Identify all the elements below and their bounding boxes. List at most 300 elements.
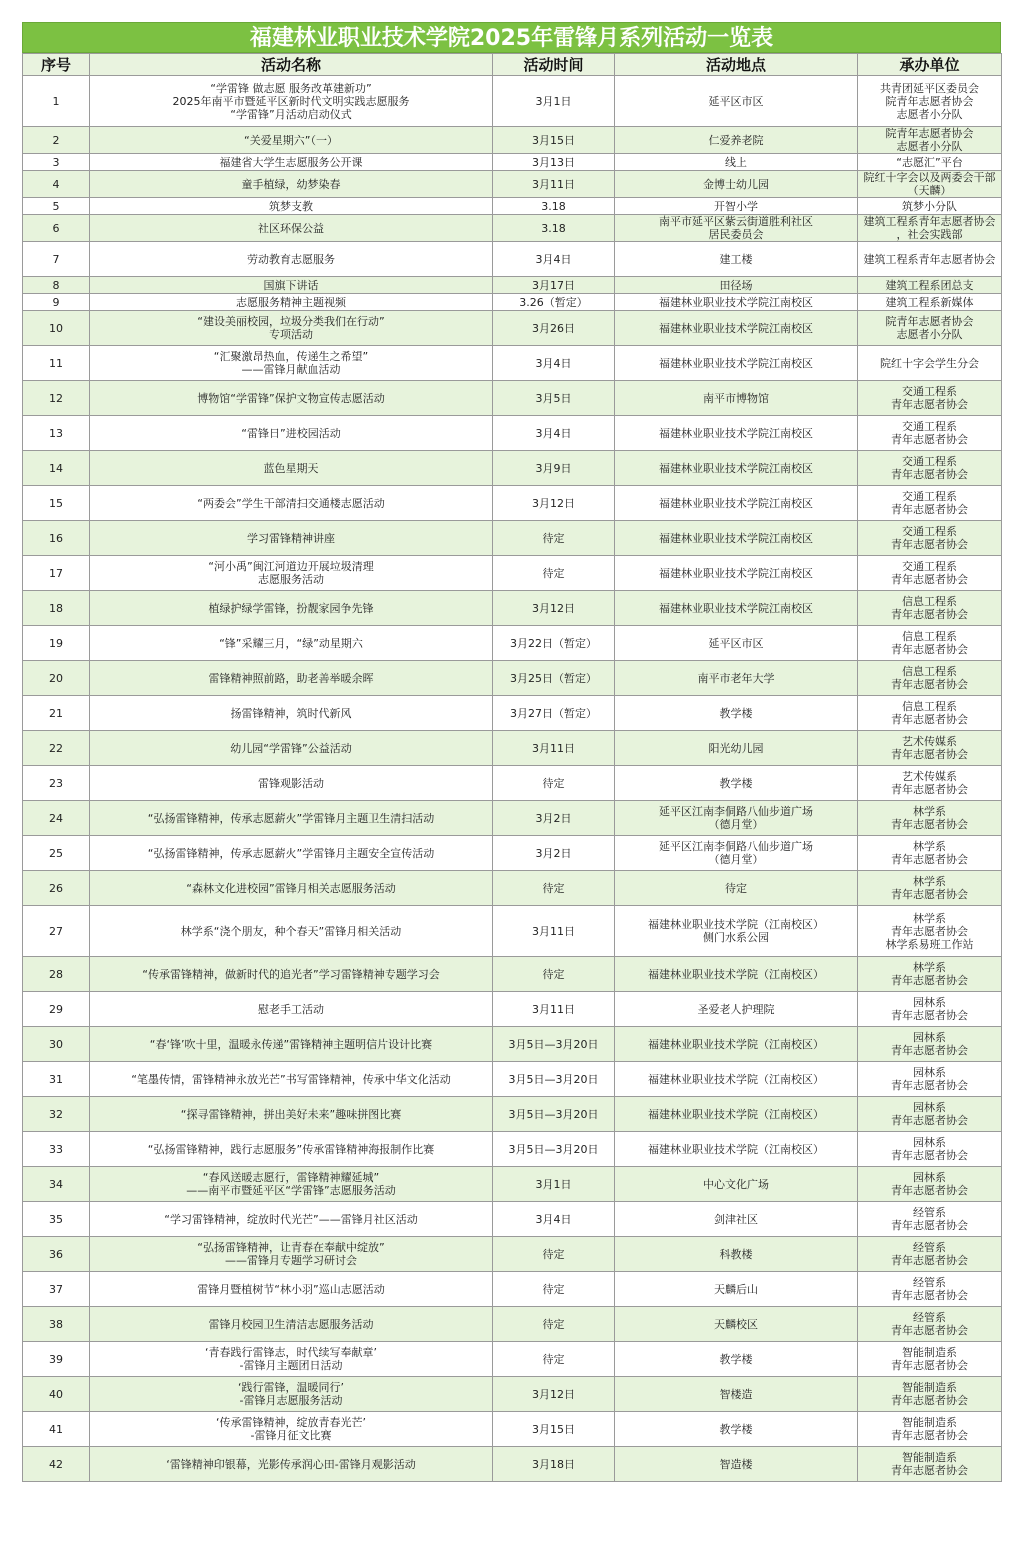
cell-time bbox=[493, 661, 615, 696]
cell-no: 37 bbox=[23, 1272, 90, 1307]
cell-name bbox=[90, 311, 493, 346]
table-row bbox=[23, 171, 1002, 198]
cell-org bbox=[858, 1202, 1002, 1237]
table-row bbox=[23, 451, 1002, 486]
cell-no: 34 bbox=[23, 1167, 90, 1202]
cell-line: 经管系 bbox=[913, 1276, 946, 1289]
cell-place bbox=[615, 1342, 858, 1377]
cell-line: 3月4日 bbox=[535, 426, 572, 440]
cell-org bbox=[858, 992, 1002, 1027]
cell-time bbox=[493, 521, 615, 556]
cell-line: 建筑工程系团总支 bbox=[885, 278, 974, 292]
cell-line: 院红十字会以及两委会干部 bbox=[863, 171, 996, 184]
table-row bbox=[23, 1132, 1002, 1167]
cell-line: 中心文化广场 bbox=[703, 1177, 769, 1191]
cell-line: 教学楼 bbox=[719, 1352, 753, 1366]
cell-line: 待定 bbox=[542, 566, 565, 580]
cell-org bbox=[858, 591, 1002, 626]
table-row bbox=[23, 521, 1002, 556]
cell-org bbox=[858, 836, 1002, 871]
cell-line: 线上 bbox=[725, 155, 747, 169]
cell-place bbox=[615, 127, 858, 154]
cell-place bbox=[615, 1132, 858, 1167]
cell-place bbox=[615, 1237, 858, 1272]
cell-name bbox=[90, 1447, 493, 1482]
cell-place bbox=[615, 381, 858, 416]
cell-name bbox=[90, 1202, 493, 1237]
cell-line: 福建林业职业技术学院（江南校区） bbox=[648, 967, 824, 981]
cell-time bbox=[493, 1237, 615, 1272]
table-row bbox=[23, 346, 1002, 381]
cell-no: 36 bbox=[23, 1237, 90, 1272]
cell-org bbox=[858, 215, 1002, 242]
table-row bbox=[23, 416, 1002, 451]
cell-line: 3月1日 bbox=[535, 94, 572, 108]
cell-line: 园林系 bbox=[913, 1171, 946, 1184]
table-row bbox=[23, 992, 1002, 1027]
cell-name bbox=[90, 76, 493, 127]
cell-line: 青年志愿者协会 bbox=[891, 924, 968, 938]
table-row bbox=[23, 1342, 1002, 1377]
cell-no: 7 bbox=[23, 242, 90, 277]
table-row bbox=[23, 242, 1002, 277]
cell-line: “关爱星期六”（一） bbox=[244, 133, 338, 147]
cell-line: 青年志愿者协会 bbox=[891, 1219, 968, 1232]
cell-org bbox=[858, 1097, 1002, 1132]
cell-line: 志愿者小分队 bbox=[896, 328, 963, 341]
cell-line: 智能制造系 bbox=[902, 1381, 957, 1394]
cell-no: 25 bbox=[23, 836, 90, 871]
cell-line: 交通工程系 bbox=[902, 455, 957, 468]
cell-org bbox=[858, 294, 1002, 311]
cell-place bbox=[615, 1062, 858, 1097]
cell-line: 青年志愿者协会 bbox=[891, 643, 968, 656]
cell-org bbox=[858, 486, 1002, 521]
cell-line: 待定 bbox=[542, 967, 565, 981]
cell-line: 福建林业职业技术学院江南校区 bbox=[659, 531, 813, 545]
cell-line: “建设美丽校园，垃圾分类我们在行动” bbox=[197, 315, 385, 328]
cell-line: 青年志愿者协会 bbox=[891, 748, 968, 761]
cell-org bbox=[858, 556, 1002, 591]
cell-line: 2025年南平市暨延平区新时代文明实践志愿服务 bbox=[172, 94, 410, 108]
cell-line: 3月4日 bbox=[535, 356, 572, 370]
cell-no: 30 bbox=[23, 1027, 90, 1062]
cell-line: 青年志愿者协会 bbox=[891, 1149, 968, 1162]
cell-line: 筑梦小分队 bbox=[902, 199, 957, 213]
cell-time bbox=[493, 127, 615, 154]
table-row bbox=[23, 626, 1002, 661]
cell-no: 6 bbox=[23, 215, 90, 242]
cell-time bbox=[493, 277, 615, 294]
cell-org bbox=[858, 696, 1002, 731]
table-row bbox=[23, 591, 1002, 626]
cell-line: 天麟后山 bbox=[714, 1282, 758, 1296]
cell-line: 交通工程系 bbox=[902, 385, 957, 398]
table-row bbox=[23, 661, 1002, 696]
table-row bbox=[23, 311, 1002, 346]
cell-time bbox=[493, 1097, 615, 1132]
cell-line: ——南平市暨延平区“学雷锋”志愿服务活动 bbox=[186, 1184, 396, 1197]
cell-line: （德月堂） bbox=[708, 818, 764, 831]
cell-time bbox=[493, 294, 615, 311]
cell-line: 金博士幼儿园 bbox=[703, 177, 769, 191]
cell-line: “森林文化进校园”雷锋月相关志愿服务活动 bbox=[186, 881, 396, 895]
cell-line: 3月27日（暂定） bbox=[510, 706, 597, 720]
cell-time bbox=[493, 992, 615, 1027]
cell-line: 3月12日 bbox=[532, 1387, 575, 1401]
cell-time bbox=[493, 957, 615, 992]
cell-no: 11 bbox=[23, 346, 90, 381]
cell-line: “河小禹”闽江河道边开展垃圾清理 bbox=[208, 560, 374, 573]
cell-place bbox=[615, 661, 858, 696]
cell-time bbox=[493, 1202, 615, 1237]
cell-line: 扬雷锋精神，筑时代新风 bbox=[230, 706, 352, 720]
cell-place bbox=[615, 294, 858, 311]
cell-no: 35 bbox=[23, 1202, 90, 1237]
cell-name bbox=[90, 198, 493, 215]
table-body bbox=[23, 76, 1002, 1482]
cell-line: 林学系 bbox=[913, 840, 946, 853]
cell-line: 共青团延平区委员会 bbox=[880, 81, 979, 95]
cell-line: 社区环保公益 bbox=[258, 221, 324, 235]
cell-org bbox=[858, 957, 1002, 992]
cell-line: 园林系 bbox=[913, 1101, 946, 1114]
cell-time bbox=[493, 242, 615, 277]
cell-place bbox=[615, 1167, 858, 1202]
cell-no: 39 bbox=[23, 1342, 90, 1377]
cell-line: “雷锋日”进校园活动 bbox=[241, 426, 341, 440]
table-row bbox=[23, 1237, 1002, 1272]
cell-time bbox=[493, 154, 615, 171]
cell-line: 艺术传媒系 bbox=[902, 735, 957, 748]
cell-line: 待定 bbox=[725, 881, 747, 895]
cell-line: 田径场 bbox=[719, 278, 753, 292]
table-row bbox=[23, 1202, 1002, 1237]
cell-place bbox=[615, 871, 858, 906]
cell-time bbox=[493, 1132, 615, 1167]
cell-line: 3月11日 bbox=[532, 741, 575, 755]
cell-line: 3月11日 bbox=[532, 177, 575, 191]
cell-line: 交通工程系 bbox=[902, 420, 957, 433]
cell-time bbox=[493, 591, 615, 626]
cell-line: 青年志愿者协会 bbox=[891, 888, 968, 901]
cell-time bbox=[493, 171, 615, 198]
cell-org bbox=[858, 766, 1002, 801]
cell-line: 学习雷锋精神讲座 bbox=[247, 531, 335, 545]
table-row bbox=[23, 1307, 1002, 1342]
table-row bbox=[23, 215, 1002, 242]
cell-place bbox=[615, 556, 858, 591]
cell-no: 10 bbox=[23, 311, 90, 346]
cell-line: （天麟） bbox=[907, 184, 952, 197]
column-header-name: 活动名称 bbox=[90, 54, 493, 76]
cell-line: 信息工程系 bbox=[902, 595, 957, 608]
cell-line: 居民委员会 bbox=[708, 228, 764, 241]
cell-place bbox=[615, 626, 858, 661]
table-row bbox=[23, 1027, 1002, 1062]
cell-line: 福建林业职业技术学院（江南校区） bbox=[648, 1037, 824, 1051]
cell-place bbox=[615, 801, 858, 836]
cell-line: 圣爱老人护理院 bbox=[697, 1002, 775, 1016]
table-row bbox=[23, 1412, 1002, 1447]
cell-line: 林学系“浇个朋友，种个春天”雷锋月相关活动 bbox=[180, 924, 402, 938]
cell-line: 开智小学 bbox=[714, 199, 758, 213]
cell-line: 志愿者小分队 bbox=[896, 140, 963, 153]
cell-name bbox=[90, 1062, 493, 1097]
cell-line: 青年志愿者协会 bbox=[891, 433, 968, 446]
cell-line: 青年志愿者协会 bbox=[891, 1184, 968, 1197]
cell-time bbox=[493, 76, 615, 127]
cell-line: 阳光幼儿园 bbox=[708, 741, 764, 755]
cell-name bbox=[90, 1307, 493, 1342]
cell-time bbox=[493, 381, 615, 416]
cell-no: 12 bbox=[23, 381, 90, 416]
cell-time bbox=[493, 1307, 615, 1342]
cell-no: 26 bbox=[23, 871, 90, 906]
cell-line: 院红十字会学生分会 bbox=[880, 356, 979, 370]
cell-line: 3.26（暂定） bbox=[519, 295, 588, 309]
cell-name bbox=[90, 766, 493, 801]
header-row bbox=[23, 54, 1002, 76]
cell-line: 福建林业职业技术学院（江南校区） bbox=[648, 1072, 824, 1086]
cell-time bbox=[493, 801, 615, 836]
table-row bbox=[23, 731, 1002, 766]
cell-line: “学雷锋 做志愿 服务改革建新功” bbox=[210, 81, 372, 95]
cell-no: 29 bbox=[23, 992, 90, 1027]
cell-name bbox=[90, 346, 493, 381]
cell-no: 41 bbox=[23, 1412, 90, 1447]
cell-time bbox=[493, 696, 615, 731]
cell-name bbox=[90, 1167, 493, 1202]
table-row bbox=[23, 294, 1002, 311]
cell-line: 青年志愿者协会 bbox=[891, 398, 968, 411]
cell-no: 24 bbox=[23, 801, 90, 836]
cell-line: 艺术传媒系 bbox=[902, 770, 957, 783]
activity-table bbox=[22, 53, 1002, 1482]
cell-place bbox=[615, 1202, 858, 1237]
cell-line: 延平区市区 bbox=[708, 94, 764, 108]
cell-line: 青年志愿者协会 bbox=[891, 1359, 968, 1372]
cell-org bbox=[858, 1027, 1002, 1062]
cell-no: 33 bbox=[23, 1132, 90, 1167]
cell-line: 教学楼 bbox=[719, 1422, 753, 1436]
cell-line: 雷锋月暨植树节“林小羽”巡山志愿活动 bbox=[197, 1282, 385, 1296]
cell-line: 3月11日 bbox=[532, 924, 575, 938]
cell-name bbox=[90, 1237, 493, 1272]
cell-line: 福建林业职业技术学院江南校区 bbox=[659, 356, 813, 370]
cell-org bbox=[858, 198, 1002, 215]
cell-time bbox=[493, 626, 615, 661]
cell-line: 建筑工程系青年志愿者协会 bbox=[863, 252, 996, 266]
cell-line: 3月15日 bbox=[532, 133, 575, 147]
cell-org bbox=[858, 1447, 1002, 1482]
cell-line: -雷锋月志愿服务活动 bbox=[239, 1394, 343, 1407]
cell-time bbox=[493, 416, 615, 451]
cell-place bbox=[615, 591, 858, 626]
cell-org bbox=[858, 871, 1002, 906]
cell-line: 3月17日 bbox=[532, 278, 575, 292]
cell-line: 国旗下讲话 bbox=[263, 278, 319, 292]
cell-line: 青年志愿者协会 bbox=[891, 1044, 968, 1057]
cell-line: ‘雷锋精神印银幕，光影传承润心田-雷锋月观影活动 bbox=[166, 1457, 416, 1471]
cell-name bbox=[90, 277, 493, 294]
cell-line: “春风送暖志愿行，雷锋精神耀延城” bbox=[202, 1171, 380, 1184]
cell-line: 园林系 bbox=[913, 996, 946, 1009]
cell-line: 青年志愿者协会 bbox=[891, 713, 968, 726]
cell-org bbox=[858, 906, 1002, 957]
cell-time bbox=[493, 215, 615, 242]
cell-org bbox=[858, 277, 1002, 294]
cell-no: 15 bbox=[23, 486, 90, 521]
cell-name bbox=[90, 591, 493, 626]
table-row bbox=[23, 277, 1002, 294]
cell-line: 延平区江南李侗路八仙步道广场 bbox=[659, 840, 813, 853]
cell-place bbox=[615, 198, 858, 215]
cell-line: “春‘锋’吹十里，温暖永传递”雷锋精神主题明信片设计比赛 bbox=[149, 1037, 433, 1051]
cell-no: 5 bbox=[23, 198, 90, 215]
cell-line: 智能制造系 bbox=[902, 1416, 957, 1429]
cell-place bbox=[615, 76, 858, 127]
cell-line: 青年志愿者协会 bbox=[891, 1254, 968, 1267]
cell-place bbox=[615, 242, 858, 277]
cell-line: 青年志愿者协会 bbox=[891, 538, 968, 551]
cell-place bbox=[615, 1097, 858, 1132]
cell-line: 劳动教育志愿服务 bbox=[247, 252, 335, 266]
cell-org bbox=[858, 416, 1002, 451]
cell-line: 3月5日—3月20日 bbox=[508, 1037, 599, 1051]
cell-line: 科教楼 bbox=[719, 1247, 753, 1261]
cell-org bbox=[858, 1167, 1002, 1202]
table-row bbox=[23, 1062, 1002, 1097]
cell-time bbox=[493, 311, 615, 346]
cell-org bbox=[858, 1377, 1002, 1412]
cell-line: 青年志愿者协会 bbox=[891, 608, 968, 621]
cell-line: 3月12日 bbox=[532, 496, 575, 510]
cell-name bbox=[90, 416, 493, 451]
cell-org bbox=[858, 661, 1002, 696]
cell-no: 3 bbox=[23, 154, 90, 171]
cell-time bbox=[493, 906, 615, 957]
cell-line: 福建林业职业技术学院江南校区 bbox=[659, 295, 813, 309]
sheet-title: 福建林业职业技术学院2025年雷锋月系列活动一览表 bbox=[22, 22, 1001, 53]
cell-no: 27 bbox=[23, 906, 90, 957]
cell-org bbox=[858, 1412, 1002, 1447]
cell-line: 3月25日（暂定） bbox=[510, 671, 597, 685]
cell-org bbox=[858, 451, 1002, 486]
cell-line: 林学系 bbox=[913, 961, 946, 974]
cell-no: 4 bbox=[23, 171, 90, 198]
cell-time bbox=[493, 1412, 615, 1447]
cell-line: 园林系 bbox=[913, 1136, 946, 1149]
cell-name bbox=[90, 906, 493, 957]
cell-line: 林学系 bbox=[913, 911, 946, 925]
cell-line: 青年志愿者协会 bbox=[891, 974, 968, 987]
cell-place bbox=[615, 1447, 858, 1482]
cell-org bbox=[858, 127, 1002, 154]
cell-line: 植绿护绿学雷锋，扮靓家园争先锋 bbox=[208, 601, 374, 615]
cell-line: 剑津社区 bbox=[714, 1212, 758, 1226]
cell-name bbox=[90, 836, 493, 871]
cell-no: 8 bbox=[23, 277, 90, 294]
cell-line: 福建林业职业技术学院江南校区 bbox=[659, 601, 813, 615]
table-row bbox=[23, 76, 1002, 127]
cell-time bbox=[493, 1342, 615, 1377]
cell-line: “志愿汇”平台 bbox=[896, 155, 963, 169]
cell-name bbox=[90, 556, 493, 591]
cell-line: 雷锋月校园卫生清洁志愿服务活动 bbox=[208, 1317, 374, 1331]
cell-line: 建筑工程系青年志愿者协会 bbox=[863, 215, 996, 228]
cell-line: 蓝色星期天 bbox=[263, 461, 319, 475]
cell-line: ——雷锋月专题学习研讨会 bbox=[225, 1254, 357, 1267]
cell-line: 3月22日（暂定） bbox=[510, 636, 597, 650]
cell-name bbox=[90, 801, 493, 836]
cell-time bbox=[493, 1027, 615, 1062]
cell-place bbox=[615, 311, 858, 346]
cell-place bbox=[615, 1272, 858, 1307]
cell-place bbox=[615, 992, 858, 1027]
cell-line: 志愿服务精神主题视频 bbox=[236, 295, 346, 309]
cell-place bbox=[615, 215, 858, 242]
cell-line: 南平市延平区紫云街道胜利社区 bbox=[659, 215, 813, 228]
cell-org bbox=[858, 381, 1002, 416]
cell-line: （德月堂） bbox=[708, 853, 764, 866]
cell-time bbox=[493, 766, 615, 801]
cell-line: 仁爱养老院 bbox=[708, 133, 764, 147]
cell-place bbox=[615, 1377, 858, 1412]
cell-line: 福建林业职业技术学院（江南校区） bbox=[648, 918, 824, 931]
cell-line: “学雷锋”月活动启动仪式 bbox=[230, 107, 352, 121]
cell-line: 信息工程系 bbox=[902, 665, 957, 678]
cell-line: 院青年志愿者协会 bbox=[885, 127, 974, 140]
cell-line: 建筑工程系新媒体 bbox=[885, 295, 974, 309]
cell-line: 青年志愿者协会 bbox=[891, 1324, 968, 1337]
cell-place bbox=[615, 731, 858, 766]
cell-line: 智造楼 bbox=[719, 1457, 753, 1471]
table-row bbox=[23, 766, 1002, 801]
cell-name bbox=[90, 696, 493, 731]
cell-org bbox=[858, 76, 1002, 127]
activity-sheet bbox=[22, 22, 1001, 1482]
cell-name bbox=[90, 486, 493, 521]
cell-line: 福建省大学生志愿服务公开课 bbox=[219, 155, 363, 169]
cell-place bbox=[615, 451, 858, 486]
table-row bbox=[23, 381, 1002, 416]
cell-no: 9 bbox=[23, 294, 90, 311]
table-row bbox=[23, 486, 1002, 521]
cell-line: 交通工程系 bbox=[902, 525, 957, 538]
cell-line: ，社会实践部 bbox=[896, 228, 963, 241]
cell-line: 建工楼 bbox=[719, 252, 753, 266]
cell-line: 侧门水系公园 bbox=[703, 931, 769, 944]
cell-line: 3月5日—3月20日 bbox=[508, 1072, 599, 1086]
cell-name bbox=[90, 1132, 493, 1167]
cell-org bbox=[858, 801, 1002, 836]
cell-line: 3.18 bbox=[541, 199, 566, 213]
cell-place bbox=[615, 696, 858, 731]
cell-line: 幼儿园“学雷锋”公益活动 bbox=[230, 741, 352, 755]
cell-line: 院青年志愿者协会 bbox=[885, 94, 974, 108]
cell-name bbox=[90, 731, 493, 766]
cell-line: 南平市博物馆 bbox=[703, 391, 769, 405]
cell-no: 32 bbox=[23, 1097, 90, 1132]
cell-line: 待定 bbox=[542, 776, 565, 790]
cell-time bbox=[493, 871, 615, 906]
cell-org bbox=[858, 311, 1002, 346]
cell-line: 福建林业职业技术学院江南校区 bbox=[659, 566, 813, 580]
cell-no: 21 bbox=[23, 696, 90, 731]
table-row bbox=[23, 696, 1002, 731]
cell-line: 3月4日 bbox=[535, 1212, 572, 1226]
